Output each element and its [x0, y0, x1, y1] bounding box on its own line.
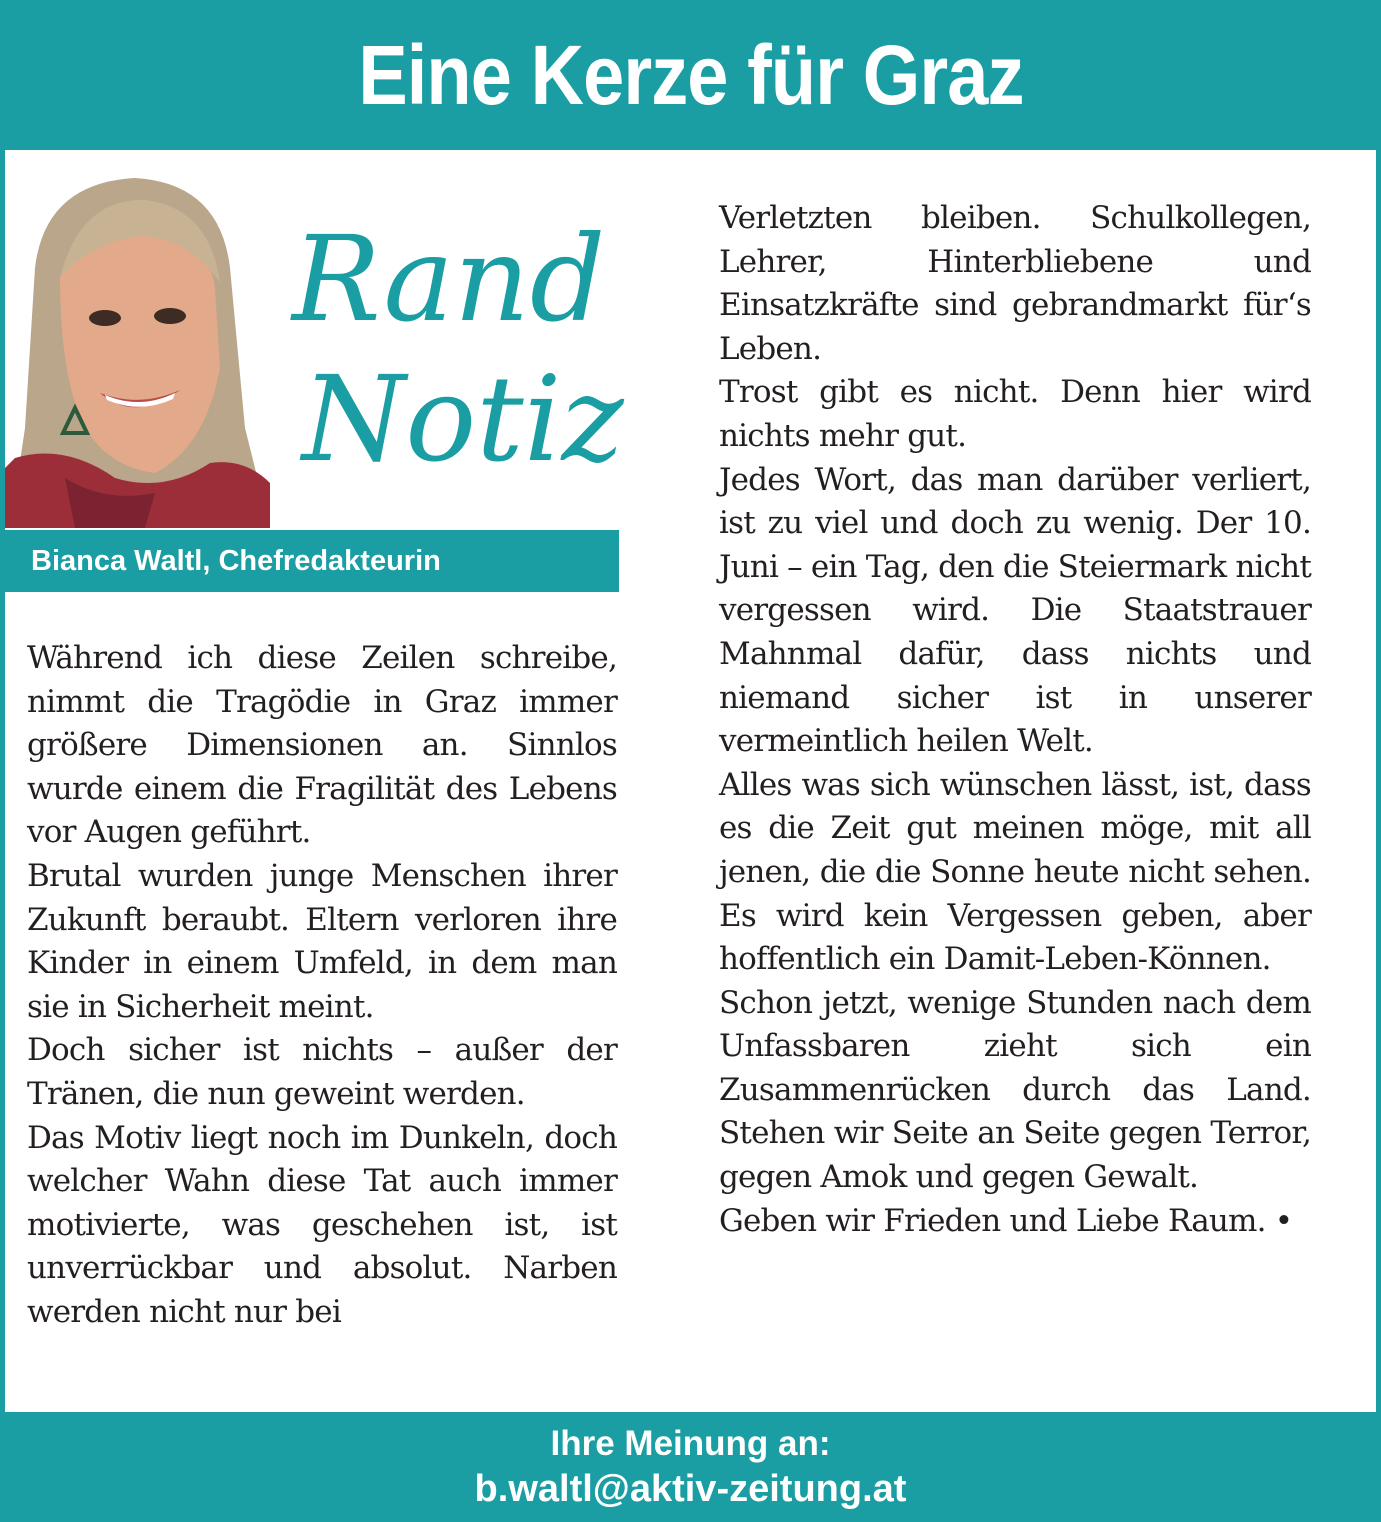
- author-photo: [5, 158, 270, 528]
- article-column-right: [719, 197, 1311, 1243]
- article-paragraph: Jedes Wort, das man darüber verliert, ist zu viel und doch zu wenig. Der 10. Juni – ein Tag, den die Steiermark nicht vergessen wird. Die Staatstrauer Mahnmal dafür, dass nichts und niemand sicher ist in unserer vermeintlich heilen Welt.: [719, 461, 1311, 760]
- footer-label: Ihre Meinung an:: [550, 1424, 831, 1463]
- article-paragraph: Trost gibt es nicht. Denn hier wird nichts mehr gut.: [719, 374, 1311, 454]
- column-logo: [272, 200, 624, 510]
- contact-footer: [0, 1412, 1381, 1522]
- article-paragraph: Verletzten bleiben. Schulkollegen, Lehrer, Hinterbliebene und Einsatzkräfte sind gebrandmarkt für‘s Leben.: [719, 200, 1311, 367]
- article-paragraph: Alles was sich wünschen lässt, ist, dass es die Zeit gut meinen möge, mit all jenen, die die Sonne heute nicht sehen. Es wird kein Vergessen geben, aber hoffentlich ein Damit-Leben-Können.: [719, 766, 1311, 978]
- column-logo-line1: Rand: [292, 210, 606, 348]
- title-banner: [0, 0, 1381, 150]
- article-column-left: [27, 637, 617, 1335]
- footer-email-link[interactable]: b.waltl@aktiv-zeitung.at: [474, 1468, 907, 1510]
- column-logo-line2: Notiz: [302, 350, 624, 488]
- article-paragraph: Geben wir Frieden und Liebe Raum. •: [719, 1202, 1293, 1239]
- article-paragraph: Schon jetzt, wenige Stunden nach dem Unfassbaren zieht sich ein Zusammenrücken durch das Land. Stehen wir Seite an Seite gegen Terror, gegen Amok und gegen Gewalt.: [719, 984, 1311, 1196]
- article-paragraph: Brutal wurden junge Menschen ihrer Zukunft beraubt. Eltern verloren ihre Kinder in einem Umfeld, in dem man sie in Sicherheit meint.: [27, 857, 617, 1025]
- article-paragraph: Während ich diese Zeilen schreibe, nimmt die Tragödie in Graz immer größere Dimensionen an. Sinnlos wurde einem die Fragilität des Lebens vor Augen geführt.: [27, 640, 617, 851]
- author-byline: Bianca Waltl, Chefredakteurin: [5, 530, 619, 592]
- article-paragraph: Doch sicher ist nichts – außer der Tränen, die nun geweint werden.: [27, 1032, 617, 1112]
- page-title: Eine Kerze für Graz: [357, 27, 1024, 122]
- article-paragraph: Das Motiv liegt noch im Dunkeln, doch welcher Wahn diese Tat auch immer motivierte, was geschehen ist, ist unverrückbar und absolut. Narben werden nicht nur bei: [27, 1119, 617, 1330]
